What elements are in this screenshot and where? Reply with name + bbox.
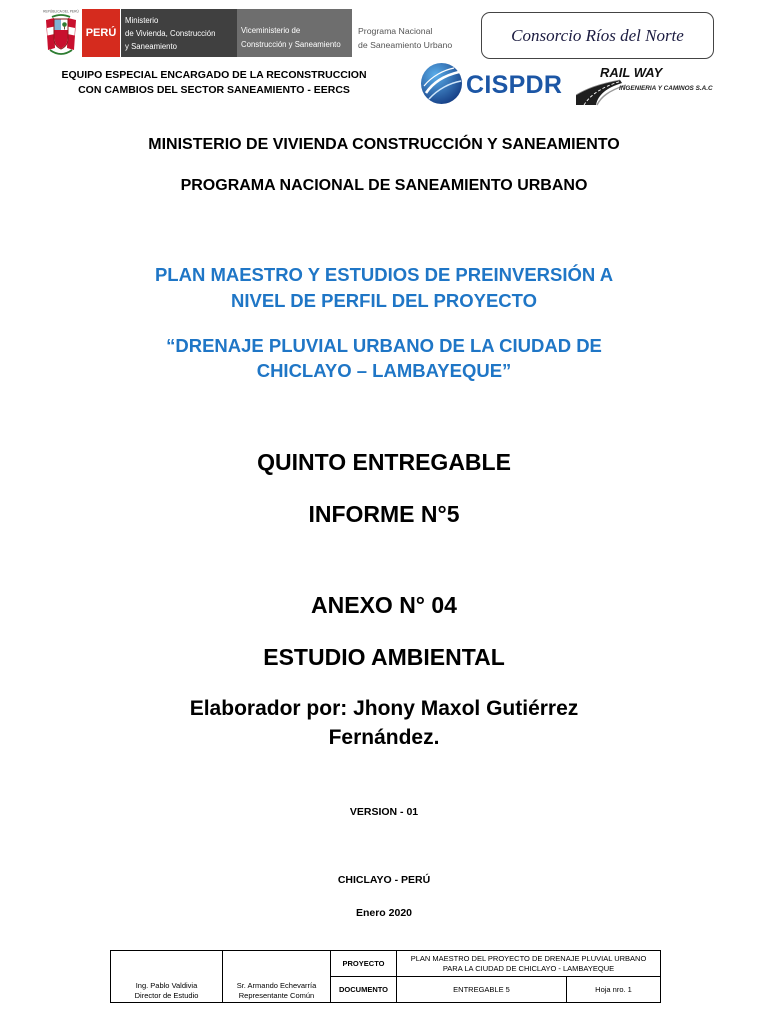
author-line: Fernández. <box>328 726 440 749</box>
ministry-line: y Saneamiento <box>125 42 178 51</box>
plan-title-line: NIVEL DE PERFIL DEL PROYECTO <box>231 290 537 311</box>
program-title: PROGRAMA NACIONAL DE SANEAMIENTO URBANO <box>180 177 588 194</box>
sheet-number-cell: Hoja nro. 1 <box>567 977 661 1003</box>
author-line: Elaborador por: Jhony Maxol Gutiérrez <box>189 697 579 720</box>
ministry-line: Ministerio <box>125 16 159 25</box>
annex-number: ANEXO N° 04 <box>311 592 457 618</box>
coat-of-arms-caption: REPÚBLICA DEL PERÚ <box>43 9 79 14</box>
peru-label: PERÚ <box>82 9 120 57</box>
location-label: CHICLAYO - PERÚ <box>337 874 431 886</box>
project-value-line: PARA LA CIUDAD DE CHICLAYO - LAMBAYEQUE <box>442 963 615 973</box>
representative-name: Sr. Armando Echevarría <box>236 981 317 990</box>
director-role: Director de Estudio <box>134 991 199 1000</box>
consortium-logo: Consorcio Ríos del Norte <box>481 12 714 59</box>
project-title-line: “DRENAJE PLUVIAL URBANO DE LA CIUDAD DE <box>166 335 602 356</box>
document-label-cell: DOCUMENTO <box>331 977 397 1003</box>
study-title: ESTUDIO AMBIENTAL <box>263 644 505 670</box>
cispdr-wordmark: CISPDR <box>466 71 563 99</box>
peru-coat-of-arms-icon <box>42 8 80 58</box>
project-label-cell: PROYECTO <box>331 951 397 977</box>
project-title <box>0 333 768 383</box>
ministry-line: de Vivienda, Construcción <box>125 29 216 38</box>
project-value-cell <box>397 951 661 977</box>
director-signature-cell <box>111 951 223 1003</box>
vice-ministry-line: Construcción y Saneamiento <box>241 40 341 49</box>
vice-ministry-label-box <box>237 9 352 57</box>
railway-wordmark: RAIL WAY <box>600 65 663 80</box>
project-value-line: PLAN MAESTRO DEL PROYECTO DE DRENAJE PLUVIAL URBANO <box>410 953 647 963</box>
cispdr-globe-icon <box>420 62 463 105</box>
project-title-line: CHICLAYO – LAMBAYEQUE” <box>256 360 512 381</box>
author-credit <box>0 694 768 752</box>
ministry-title: MINISTERIO DE VIVIENDA CONSTRUCCIÓN Y SANEAMIENTO <box>148 136 620 153</box>
signature-table <box>110 950 661 1003</box>
document-value-cell: ENTREGABLE 5 <box>397 977 567 1003</box>
vice-ministry-line: Viceministerio de <box>241 26 301 35</box>
representative-role: Representante Común <box>238 991 315 1000</box>
team-line: CON CAMBIOS DEL SECTOR SANEAMIENTO - EERCS <box>78 84 350 96</box>
railway-road-icon <box>576 80 626 105</box>
railway-logo <box>576 64 726 106</box>
program-line: de Saneamiento Urbano <box>358 40 453 50</box>
report-number: INFORME N°5 <box>308 501 460 527</box>
team-line: EQUIPO ESPECIAL ENCARGADO DE LA RECONSTRUCCION <box>61 69 367 81</box>
date-label: Enero 2020 <box>355 907 413 919</box>
version-label: VERSION - 01 <box>349 806 419 818</box>
plan-title <box>0 262 768 314</box>
plan-title-line: PLAN MAESTRO Y ESTUDIOS DE PREINVERSIÓN A <box>154 264 614 285</box>
program-line: Programa Nacional <box>358 26 433 36</box>
program-label <box>358 9 468 57</box>
railway-tagline: INGENIERIA Y CAMINOS S.A.C <box>619 85 713 92</box>
ministry-label-box <box>121 9 237 57</box>
eercs-team-heading <box>39 68 389 98</box>
representative-signature-cell <box>223 951 331 1003</box>
deliverable-title: QUINTO ENTREGABLE <box>257 449 511 475</box>
director-name: Ing. Pablo Valdivia <box>135 981 198 990</box>
